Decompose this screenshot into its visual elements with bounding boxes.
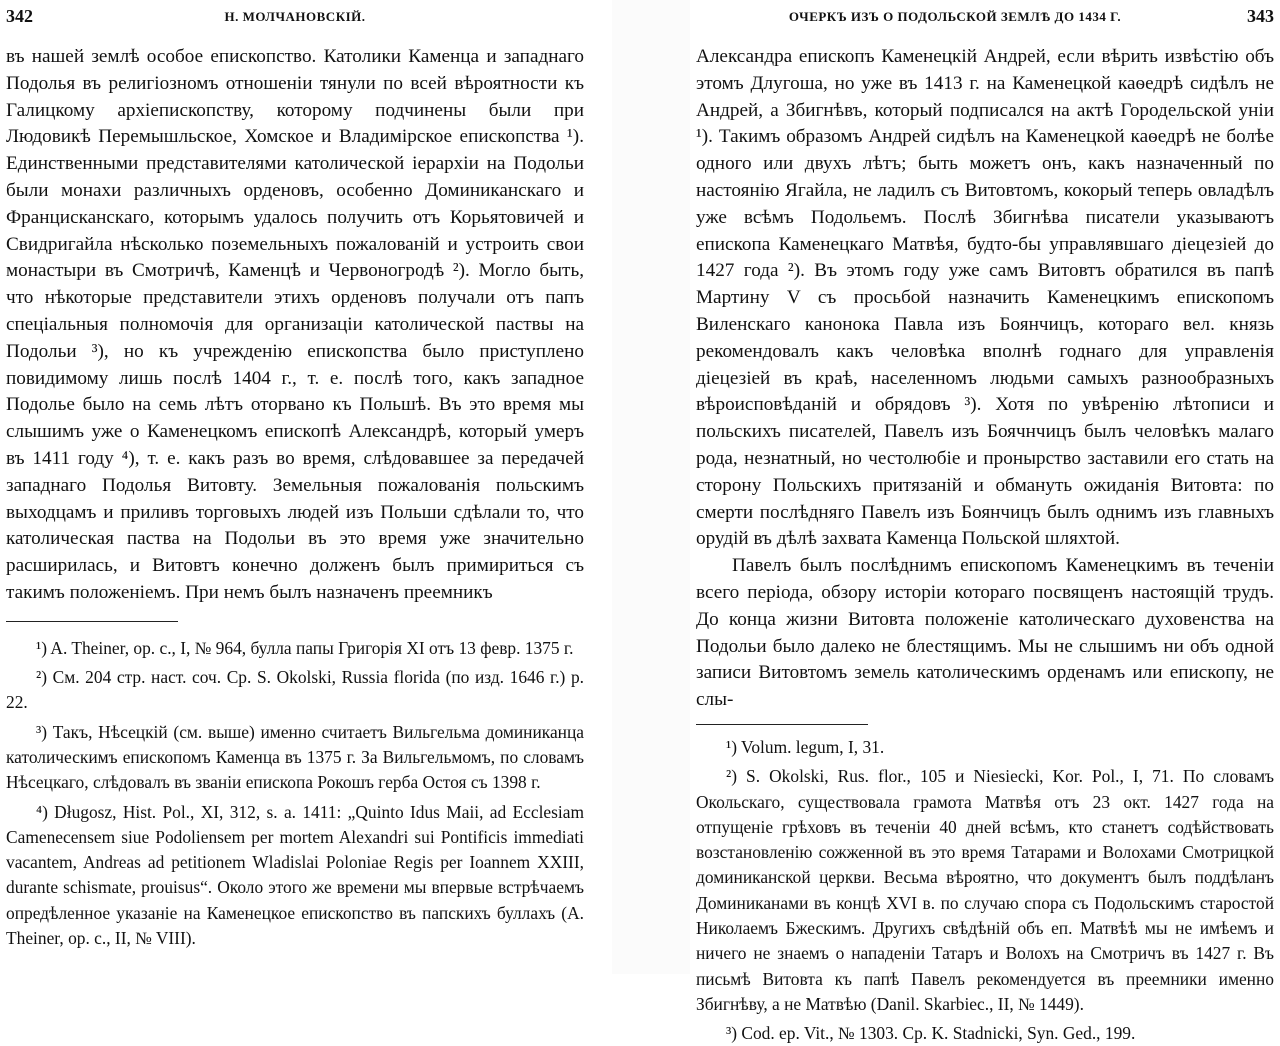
right-footnote-1: ¹) Volum. legum, I, 31.	[726, 736, 885, 757]
left-paragraph-1: въ нашей землѣ особое епископство. Католики Каменца и западнаго Подолья въ религіозномъ отношеніи тянули по всей вѣроятности къ Галицкому архіепископству, которому подчинены были при Людовикѣ Перемышльское, Хомское и Владимірское епископства ¹). Единственными представителями католической іерархіи на Подольи были монахи различныхъ орденовъ, особенно Доминиканскаго и Францисканскаго, которымъ удалось получить отъ Корьятовичей и Свидригайла нѣсколько поземельныхъ пожалованій и устроить свои монастыри въ Смотричѣ, Каменцѣ и Червоногродѣ ²). Могло быть, что нѣкоторые представители этихъ орденовъ получали отъ папъ спеціальныя полномочія для организаціи католической паствы на Подольи ³), но къ учрежденію епископства было приступлено повидимому лишь послѣ 1404 г., т. е. послѣ того, какъ западное Подолье было на семь лѣтъ оторвано къ Польшѣ. Въ это время мы слышимъ уже о Каменецкомъ епископѣ Александрѣ, который умеръ въ 1411 году ⁴), т. е. какъ разъ во время, слѣдовавшее за передачей западнаго Подолья Витовту. Земельныя пожалованія польскимъ выходцамъ и приливъ торговыхъ людей изъ Польши сдѣлали то, что католическая паства на Подольи въ это время уже значительно расширилась, и Витовтъ конечно долженъ былъ примириться съ такимъ положеніемъ. При немъ былъ назначенъ преемникъ	[6, 46, 584, 603]
book-gutter	[612, 0, 690, 974]
left-running-title: Н. МОЛЧАНОВСКІЙ.	[224, 9, 366, 24]
right-running-title: ОЧЕРКЪ ИЗЪ О ПОДОЛЬСКОЙ ЗЕМЛѢ ДО 1434 Г.	[788, 9, 1122, 24]
left-footnote-3: ³) Такъ, Нѣсецкій (см. выше) именно считаетъ Вильгельма доминиканца католическимъ епископомъ Каменца въ 1375 г. За Вильгельмомъ, по словамъ Нѣсецкаго, слѣдовалъ въ званіи епископа Рокошъ герба Остоя съ 1398 г.	[6, 721, 584, 793]
left-footnote-4: ⁴) Długosz, Hist. Pol., XI, 312, s. a. 1411: „Quinto Idus Maii, ad Ecclesiam Camenecensem siue Podoliensem per mortem Alexandri sui Pontificis immediati vacantem, Andreas ad petitionem Wladislai Poloniae Regis per Ioannem XXIII, durante schismate, prouisus“. Около этого же времени мы впервые встрѣчаемъ опредѣленное указаніе на Каменецкое епископство въ папскихъ буллахъ (A. Theiner, op. c., II, № VIII).	[6, 801, 584, 948]
left-body-text	[6, 44, 584, 607]
right-paragraph-1: Александра епископъ Каменецкій Андрей, если вѣрить извѣстію объ этомъ Длугоша, но уже въ 1413 г. на Каменецкой каѳедрѣ сидѣлъ не Андрей, а Збигнѣвъ, который подписался на актѣ Городельской уніи ¹). Такимъ образомъ Андрей сидѣлъ на Каменецкой каѳедрѣ не болѣе одного или двухъ лѣтъ; быть можетъ онъ, какъ назначенный по настоянію Ягайла, не ладилъ съ Витовтомъ, кокорый теперь овладѣлъ уже всѣмъ Подольемъ. Послѣ Збигнѣва писатели указываютъ епископа Каменецкаго Матвѣя, будто-бы управлявшаго діецезіей до 1427 года ²). Въ этомъ году уже самъ Витовтъ обратился въ папѣ Мартину V съ просьбой назначить Каменецкимъ епископомъ Виленскаго канонока Павла изъ Боянчицъ, котораго вел. князь рекомендовалъ какъ человѣка вполнѣ годнаго для управленія діецезіей въ краѣ, населенномъ людьми самыхъ разнообразныхъ вѣроисповѣданій и обрядовъ ³). Хотя по увѣренію лѣтописи и польскихъ писателей, Павелъ изъ Боячнчицъ былъ человѣкъ малаго рода, незнатный, но честолюбіе и пронырство заставили его стать на сторону Польскихъ притязаній и обмануть ожиданія Витовта: по смерти послѣдняго Павелъ изъ Боянчицъ былъ однимъ изъ главныхъ орудій въ дѣлѣ захвата Каменца Польской шляхтой.	[696, 46, 1274, 550]
right-page	[690, 0, 1280, 1044]
left-page-number: 342	[6, 6, 33, 26]
right-footnote-rule	[696, 724, 868, 725]
right-footnote-3: ³) Cod. ep. Vit., № 1303. Ср. K. Stadnicki, Syn. Ged., 199.	[726, 1023, 1136, 1044]
right-paragraph-2: Павелъ былъ послѣднимъ епископомъ Каменецкимъ въ теченіи всего періода, обзору исторіи котораго посвященъ настоящій трудъ. До конца жизни Витовта положеніе католическаго духовенства на Подольи было далеко не блестящимъ. Мы не слышимъ ни объ одной записи Витовтомъ земель католическимъ орденамъ или епископу, не слы-	[696, 555, 1274, 711]
left-footnote-2: ²) См. 204 стр. наст. соч. Ср. S. Okolski, Russia florida (по изд. 1646 г.) p. 22.	[6, 667, 584, 713]
left-footnote-rule	[6, 621, 178, 622]
left-page-header	[6, 0, 584, 44]
left-footnotes	[6, 636, 584, 952]
right-page-header	[696, 0, 1274, 44]
right-body-text	[696, 44, 1274, 714]
right-page-number: 343	[1247, 6, 1274, 26]
left-page	[0, 0, 612, 974]
right-footnotes	[696, 735, 1274, 1046]
left-footnote-1: ¹) A. Theiner, op. c., I, № 964, булла папы Григорія XI отъ 13 февр. 1375 г.	[36, 637, 574, 658]
right-footnote-2: ²) S. Okolski, Rus. flor., 105 и Niesiecki, Kor. Pol., I, 71. По словамъ Окольскаго, существовала грамота Матвѣя отъ 23 окт. 1427 года на отпущеніе грѣховъ въ теченіи 40 дней всѣмъ, кто станетъ содѣйствовать возстановленію сожженной въ это время Татарами и Волохами Смотрицкой доминиканской церкви. Весьма вѣроятно, что документъ былъ поддѣланъ Доминиканами въ концѣ XVI в. по случаю спора съ Подольскимъ старостой Николаемъ Бжескимъ. Другихъ свѣдѣній объ еп. Матвѣѣ мы не имѣемъ и ничего не знаемъ о нападеніи Татаръ и Волохъ на Смотричъ въ 1427 г. Въ письмѣ Витовта къ папѣ Павелъ рекомендуется въ преемники именно Збигнѣву, а не Матвѣю (Danil. Skarbiec., II, № 1449).	[696, 766, 1274, 1014]
